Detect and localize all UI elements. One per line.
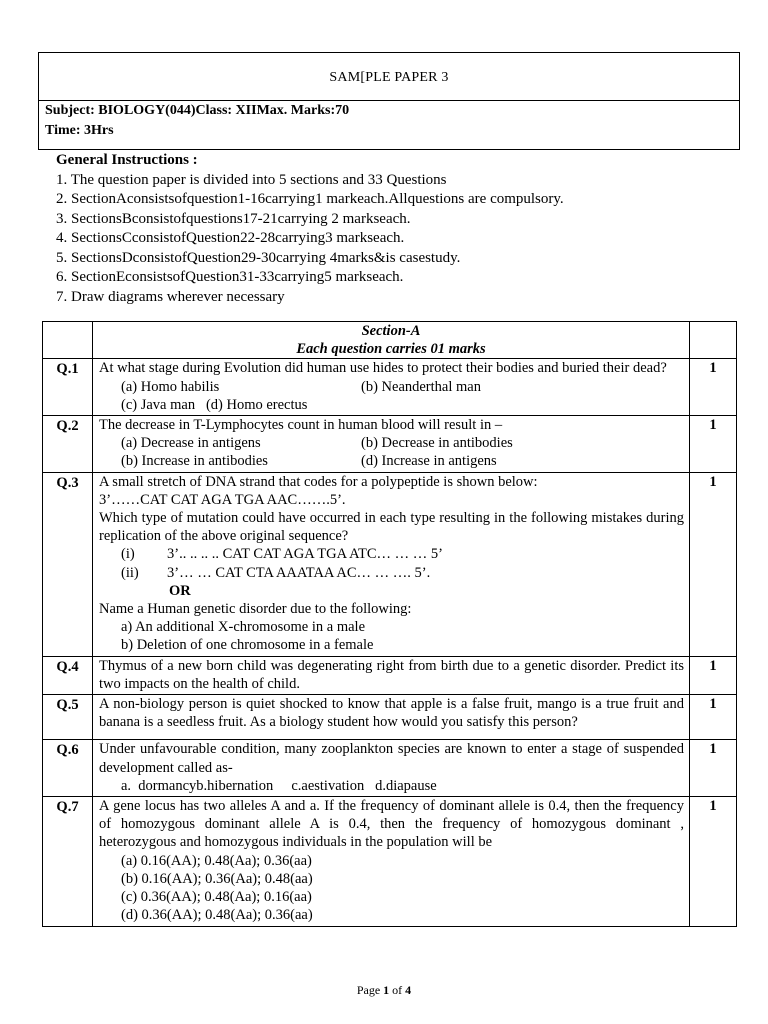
paper-header: [38, 52, 740, 150]
question-marks: 1: [690, 797, 737, 926]
sub-question: [99, 564, 684, 582]
question-text: A non-biology person is quiet shocked to know that apple is a false fruit, mango is a true fruit and banana is a seedless fruit. As a biology student how would you satisfy this person?: [99, 696, 684, 731]
page-total: 4: [405, 983, 412, 997]
option: (b) 0.16(AA); 0.36(Aa); 0.48(aa): [121, 870, 313, 887]
subject-line: Subject: BIOLOGY(044)Class: XIIMax. Marks:70: [45, 103, 350, 118]
question-text: Name a Human genetic disorder due to the following:: [99, 601, 412, 618]
question-text: A small stretch of DNA strand that codes for a polypeptide is shown below:: [99, 473, 538, 490]
option: (a) Homo habilis: [121, 378, 220, 395]
option: (c) 0.36(AA); 0.48(Aa); 0.16(aa): [121, 889, 312, 906]
instruction-item: 3. SectionsBconsistofquestions17-21carrying 2 markseach.: [56, 210, 411, 227]
section-header-row: [43, 322, 737, 359]
option: (d) Homo erectus: [205, 396, 308, 413]
question-number: Q.7: [43, 797, 93, 926]
sub-text: 3’.. .. .. .. CAT CAT AGA TGA ATC… … … 5’: [167, 546, 443, 563]
instruction-item: 1. The question paper is divided into 5 sections and 33 Questions: [56, 171, 447, 188]
questions-table: [42, 321, 737, 927]
instruction-item: 6. SectionEconsistsofQuestion31-33carrying5 markseach.: [56, 269, 404, 285]
question-number: Q.6: [43, 740, 93, 797]
question-body: [93, 656, 690, 694]
question-body: [93, 416, 690, 473]
question-row: [43, 695, 737, 740]
option: (b) Increase in antibodies: [121, 453, 268, 470]
option: (b) Decrease in antibodies: [361, 435, 513, 452]
paper-title-row: [39, 53, 739, 101]
question-row: [43, 740, 737, 797]
section-subtitle: Each question carries 01 marks: [296, 341, 486, 358]
question-marks: 1: [690, 472, 737, 656]
question-number: Q.1: [43, 359, 93, 416]
footer-of: of: [389, 983, 406, 997]
question-marks: 1: [690, 695, 737, 740]
sub-text: 3’… … CAT CTA AAATAA AC… … …. 5’.: [167, 564, 431, 581]
question-body: [93, 695, 690, 740]
instruction-item: 2. SectionAconsistsofquestion1-16carrying1 markeach.Allquestions are compulsory.: [56, 191, 564, 207]
sub-question: a) An additional X-chromosome in a male: [121, 619, 366, 636]
sub-label: (ii): [121, 564, 139, 581]
general-instructions: [56, 151, 746, 307]
option: (c) Java man: [121, 396, 196, 413]
question-text: Under unfavourable condition, many zooplankton species are known to enter a stage of suspended development called as-: [99, 741, 684, 776]
page-footer: [0, 983, 768, 998]
question-marks: 1: [690, 359, 737, 416]
time-line: Time: 3Hrs: [45, 123, 114, 138]
question-marks: 1: [690, 656, 737, 694]
question-number: Q.5: [43, 695, 93, 740]
question-text: A gene locus has two alleles A and a. If the frequency of dominant allele is 0.4, then the frequency of homozygous dominant allele A is 0.4, then the frequency of homozygous dominant , heterozygous and homozygous individuals in the population will be: [99, 798, 684, 851]
or-separator: OR: [169, 582, 191, 599]
instructions-title: General Instructions :: [56, 152, 198, 168]
instruction-item: 5. SectionsDconsistofQuestion29-30carrying 4marks&is casestudy.: [56, 249, 461, 266]
question-marks: 1: [690, 740, 737, 797]
question-body: [93, 740, 690, 797]
question-number: Q.2: [43, 416, 93, 473]
section-header: [93, 322, 690, 359]
option-row: [99, 434, 684, 452]
option: (a) 0.16(AA); 0.48(Aa); 0.36(aa): [121, 852, 312, 869]
option-row: [99, 396, 684, 414]
paper-title: SAM[PLE PAPER 3: [329, 69, 449, 85]
footer-prefix: Page: [356, 983, 384, 997]
question-body: [93, 472, 690, 656]
option: (d) 0.36(AA); 0.48(Aa); 0.36(aa): [121, 907, 313, 924]
question-text: The decrease in T-Lymphocytes count in human blood will result in –: [99, 417, 503, 434]
question-text: Which type of mutation could have occurred in each type resulting in the following mistakes during replication of the above original sequence?: [99, 510, 684, 545]
option-row: [99, 452, 684, 470]
option-row: [99, 378, 684, 396]
option-row: a. dormancyb.hibernation c.aestivation d.diapause: [121, 777, 437, 794]
question-row: [43, 359, 737, 416]
question-body: [93, 359, 690, 416]
option: (b) Neanderthal man: [361, 378, 481, 395]
section-title: Section-A: [361, 323, 421, 339]
instruction-item: 4. SectionsCconsistofQuestion22-28carrying3 markseach.: [56, 230, 405, 246]
page-number: 1: [383, 983, 390, 997]
dna-sequence: 3’……CAT CAT AGA TGA AAC…….5’.: [99, 491, 346, 508]
question-row: [43, 472, 737, 656]
question-row: [43, 416, 737, 473]
question-text: At what stage during Evolution did human use hides to protect their bodies and buried their dead?: [99, 360, 667, 377]
question-row: [43, 797, 737, 926]
instruction-item: 7. Draw diagrams wherever necessary: [56, 288, 285, 305]
question-number: Q.4: [43, 656, 93, 694]
question-body: [93, 797, 690, 926]
option: (a) Decrease in antigens: [121, 435, 261, 452]
sub-question: b) Deletion of one chromosome in a female: [121, 637, 374, 654]
sub-label: (i): [121, 546, 135, 563]
option: (d) Increase in antigens: [361, 453, 497, 470]
sub-question: [99, 545, 684, 563]
question-text: Thymus of a new born child was degenerating right from birth due to a genetic disorder. Predict its two impacts on the health of child.: [99, 657, 684, 692]
question-row: [43, 656, 737, 694]
question-marks: 1: [690, 416, 737, 473]
question-number: Q.3: [43, 472, 93, 656]
